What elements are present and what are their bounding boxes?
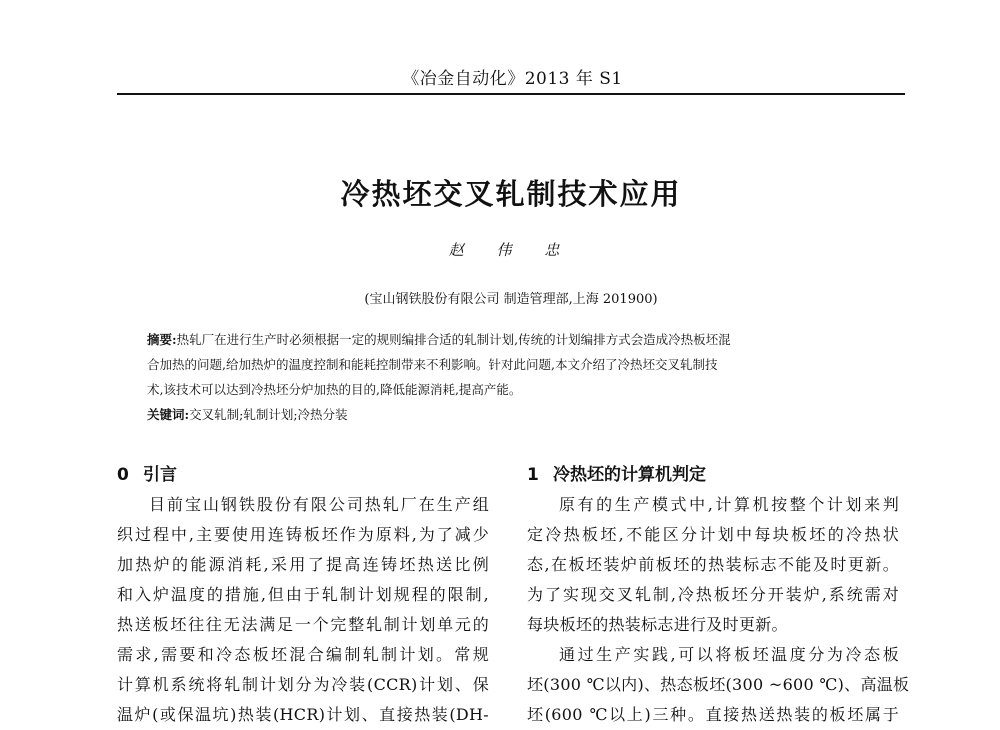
section-heading-intro xyxy=(117,460,489,490)
keywords xyxy=(147,402,867,427)
left-column xyxy=(117,460,489,730)
author-affiliation: (宝山钢铁股份有限公司 制造管理部,上海 201900) xyxy=(364,292,658,307)
paper-title: 冷热坯交叉轧制技术应用 xyxy=(340,177,682,211)
running-header: 《冶金自动化》2013 年 S1 xyxy=(402,69,623,89)
right-column xyxy=(527,460,910,730)
section-paragraph xyxy=(117,490,489,730)
abstract xyxy=(147,327,867,402)
paragraph-line: 定冷热板坯,不能区分计划中每块板坯的冷热状 xyxy=(527,525,899,544)
paragraph-line: 计算机系统将轧制计划分为冷装(CCR)计划、保 xyxy=(117,675,489,694)
paragraph-line: 通过生产实践,可以将板坯温度分为冷态板 xyxy=(559,645,899,664)
paragraph-line: 加热炉的能源消耗,采用了提高连铸坯热送比例 xyxy=(117,555,489,574)
paragraph-line: 坯(300 ℃以内)、热态板坯(300 ~600 ℃)、高温板 xyxy=(527,675,910,694)
section-paragraph xyxy=(527,640,910,730)
abstract-line: 合加热的问题,给加热炉的温度控制和能耗控制带来不利影响。针对此问题,本文介绍了冷热坯交叉轧制技 xyxy=(147,357,718,372)
paragraph-line: 目前宝山钢铁股份有限公司热轧厂在生产组 xyxy=(149,495,489,514)
abstract-label: 摘要: xyxy=(147,332,177,347)
section-number: 0 xyxy=(117,465,129,485)
author-name: 赵 伟 忠 xyxy=(448,241,574,259)
paragraph-line: 需求,需要和冷态板坯混合编制轧制计划。常规 xyxy=(117,645,489,664)
section-number: 1 xyxy=(527,465,539,485)
paragraph-line: 每块板坯的热装标志进行及时更新。 xyxy=(527,615,788,634)
paragraph-line: 态,在板坯装炉前板坯的热装标志不能及时更新。 xyxy=(527,555,899,574)
section-title: 冷热坯的计算机判定 xyxy=(553,465,706,485)
section-title: 引言 xyxy=(143,465,177,485)
keywords-text: 交叉轧制;轧制计划;冷热分装 xyxy=(189,407,348,422)
paragraph-line: 坯(600 ℃以上)三种。直接热送热装的板坯属于 xyxy=(527,705,899,724)
header-rule xyxy=(117,93,905,95)
paragraph-line: 为了实现交叉轧制,冷热板坯分开装炉,系统需对 xyxy=(527,585,899,604)
paragraph-line: 原有的生产模式中,计算机按整个计划来判 xyxy=(559,495,899,514)
paragraph-line: 温炉(或保温坑)热装(HCR)计划、直接热装(DH- xyxy=(117,705,489,724)
paragraph-line: 织过程中,主要使用连铸板坯作为原料,为了减少 xyxy=(117,525,489,544)
paragraph-line: 热送板坯往往无法满足一个完整轧制计划单元的 xyxy=(117,615,489,634)
abstract-line: 术,该技术可以达到冷热坯分炉加热的目的,降低能源消耗,提高产能。 xyxy=(147,382,522,397)
section-paragraph xyxy=(527,490,899,640)
section-heading-computer-judgment xyxy=(527,460,899,490)
paragraph-line: 和入炉温度的措施,但由于轧制计划规程的限制, xyxy=(117,585,489,604)
keywords-label: 关键词: xyxy=(147,407,190,422)
abstract-line: 热轧厂在进行生产时必须根据一定的规则编排合适的轧制计划,传统的计划编排方式会造成冷热板坯混 xyxy=(176,332,731,347)
